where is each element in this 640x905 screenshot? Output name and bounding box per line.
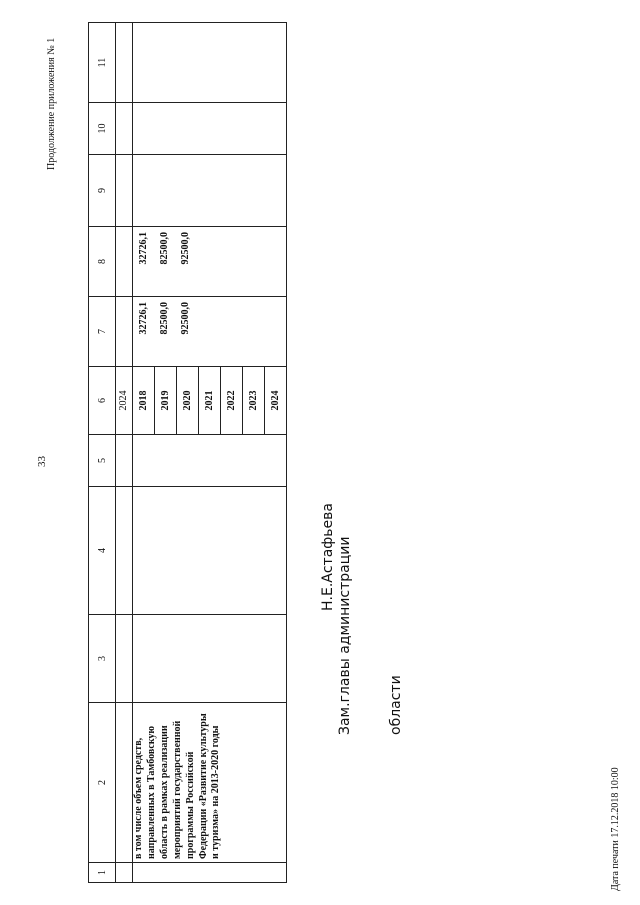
table-cell xyxy=(116,703,133,863)
column-number: 1 xyxy=(89,863,116,883)
table-cell xyxy=(133,487,287,615)
year-label: 2021 xyxy=(199,367,221,434)
table-cell xyxy=(116,297,133,367)
col7-values-cell xyxy=(133,297,287,367)
signature-block xyxy=(303,503,456,735)
col8-values-cell xyxy=(133,227,287,297)
table-cell xyxy=(116,615,133,703)
table-cell xyxy=(133,435,287,487)
year-label: 2018 xyxy=(133,367,155,434)
signatory-position-line2: области xyxy=(388,675,404,735)
table-cell xyxy=(133,863,287,883)
table-cell xyxy=(116,103,133,155)
year-label: 2023 xyxy=(243,367,265,434)
years-cell xyxy=(133,367,287,435)
column-number: 6 xyxy=(89,367,116,435)
column-number: 10 xyxy=(89,103,116,155)
column-number: 3 xyxy=(89,615,116,703)
table-cell xyxy=(116,863,133,883)
column-number: 11 xyxy=(89,23,116,103)
amount-value: 32726,1 xyxy=(138,302,149,335)
table-cell xyxy=(116,155,133,227)
amount-value: 92500,0 xyxy=(180,302,191,335)
previous-row-continuation xyxy=(116,23,133,883)
amount-value: 82500,0 xyxy=(159,302,170,335)
year-label: 2022 xyxy=(221,367,243,434)
table-cell xyxy=(116,227,133,297)
table-cell xyxy=(133,103,287,155)
year-label: 2019 xyxy=(155,367,177,434)
table-cell xyxy=(116,435,133,487)
column-number: 7 xyxy=(89,297,116,367)
amount-value: 92500,0 xyxy=(180,232,191,265)
column-number: 4 xyxy=(89,487,116,615)
table-cell xyxy=(133,23,287,103)
table-cell xyxy=(116,487,133,615)
amount-value: 82500,0 xyxy=(159,232,170,265)
year-cell: 2024 xyxy=(116,367,133,435)
column-number: 2 xyxy=(89,703,116,863)
year-label: 2020 xyxy=(177,367,199,434)
signatory-name: Н.Е.Астафьева xyxy=(320,503,336,611)
table-cell xyxy=(116,23,133,103)
signatory-position: Зам.главы администрации xyxy=(337,536,353,735)
continuation-heading: Продолжение приложения № 1 xyxy=(46,37,57,170)
year-label: 2024 xyxy=(270,390,281,411)
table-row xyxy=(133,23,287,883)
page-number: 33 xyxy=(36,456,48,467)
table-cell xyxy=(133,615,287,703)
column-number-row xyxy=(89,23,116,883)
row-description xyxy=(133,703,287,863)
print-date: Дата печати 17.12.2018 10:00 xyxy=(610,767,621,891)
program-funding-table xyxy=(88,22,287,883)
column-number: 9 xyxy=(89,155,116,227)
row-description-text: в том числе объем средств, направленных в Тамбовскую область в рамках реализации мероприятий государственной программы Российской Федерации «Развитие культуры и туризма» на 2013-2020 годы xyxy=(133,713,222,859)
amount-value: 32726,1 xyxy=(138,232,149,265)
column-number: 5 xyxy=(89,435,116,487)
table-cell xyxy=(133,155,287,227)
column-number: 8 xyxy=(89,227,116,297)
